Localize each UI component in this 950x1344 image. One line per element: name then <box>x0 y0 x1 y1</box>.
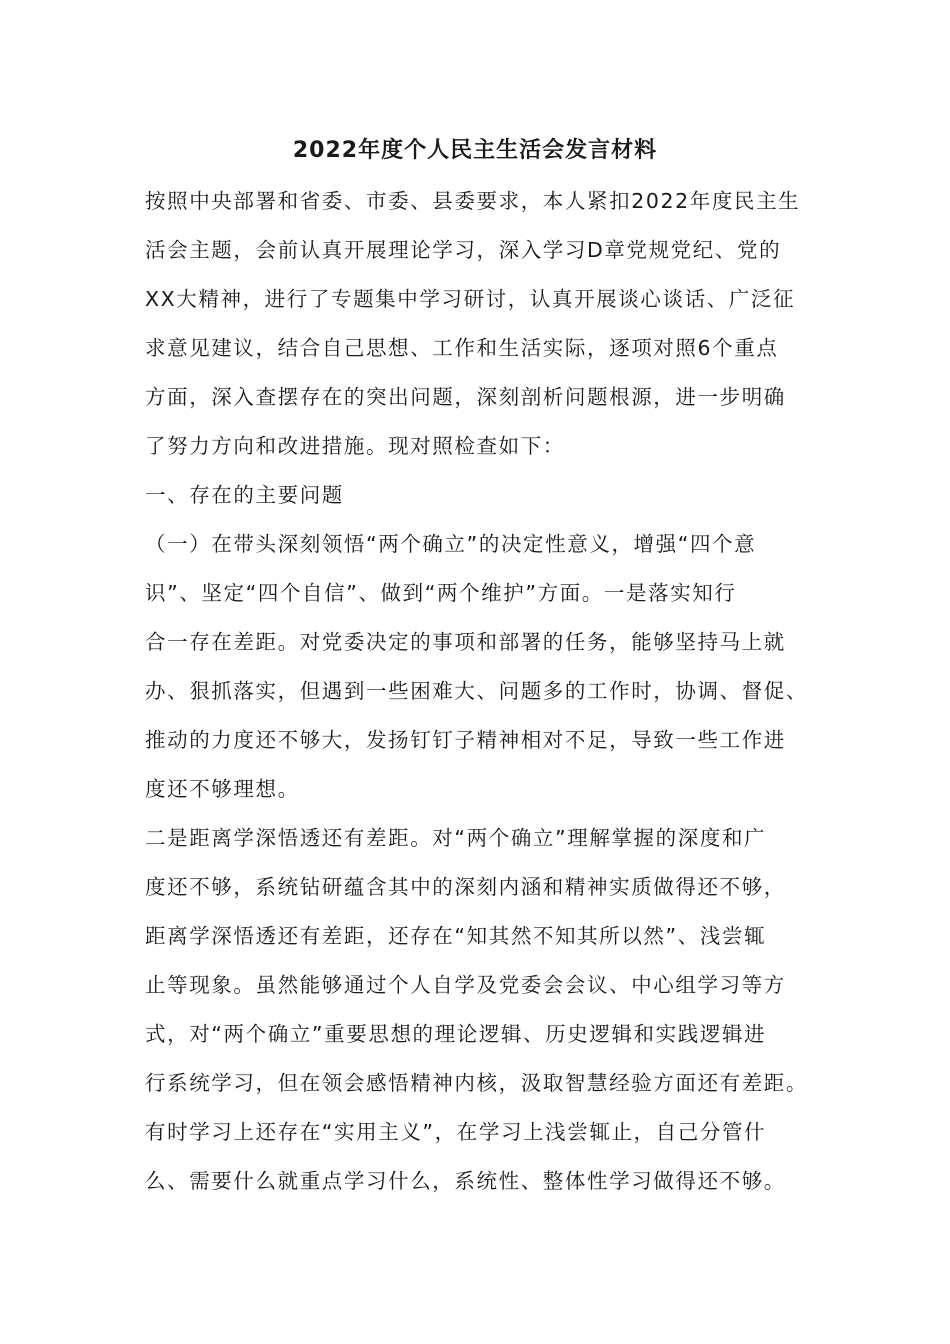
intro-line: 求意见建议，结合自己思想、工作和生活实际，逐项对照6个重点 <box>145 336 779 360</box>
intro-line: XX大精神，进行了专题集中学习研讨，认真开展谈心谈话、广泛征 <box>145 287 796 311</box>
point-1-paragraph <box>145 520 835 814</box>
point-2-line: 二是距离学深悟透还有差距。对“两个确立”理解掌握的深度和广 <box>145 826 767 850</box>
intro-line: 活会主题，会前认真开展理论学习，深入学习D章党规党纪、党的 <box>145 238 782 262</box>
point-1-line: 推动的力度还不够大，发扬钉钉子精神相对不足，导致一些工作进 <box>145 728 786 752</box>
intro-line: 方面，深入查摆存在的突出问题，深刻剖析问题根源，进一步明确 <box>145 385 786 409</box>
point-1-line: 办、狠抓落实，但遇到一些困难大、问题多的工作时，协调、督促、 <box>145 679 808 703</box>
point-1-line: 度还不够理想。 <box>145 777 300 801</box>
intro-paragraph <box>145 177 835 471</box>
point-2-paragraph <box>145 814 835 1206</box>
point-1-line: 识”、坚定“四个自信”、做到“两个维护”方面。一是落实知行 <box>145 581 737 605</box>
point-1-line: 合一存在差距。对党委决定的事项和部署的任务，能够坚持马上就 <box>145 630 786 654</box>
point-2-line: 么、需要什么就重点学习什么，系统性、整体性学习做得还不够。 <box>145 1169 786 1193</box>
point-2-line: 距离学深悟透还有差距，还存在“知其然不知其所以然”、浅尝辄 <box>145 924 767 948</box>
intro-line: 按照中央部署和省委、市委、县委要求，本人紧扣2022年度民主生 <box>145 189 801 213</box>
intro-line: 了努力方向和改进措施。现对照检查如下： <box>145 434 565 458</box>
point-2-line: 行系统学习，但在领会感悟精神内核，汲取智慧经验方面还有差距。 <box>145 1071 808 1095</box>
point-2-line: 式，对“两个确立”重要思想的理论逻辑、历史逻辑和实践逻辑进 <box>145 1022 767 1046</box>
section-heading: 一、存在的主要问题 <box>145 483 344 507</box>
point-2-line: 度还不够，系统钻研蕴含其中的深刻内涵和精神实质做得还不够， <box>145 875 786 899</box>
document-title: 2022年度个人民主生活会发言材料 <box>292 138 658 163</box>
point-1-line: （一）在带头深刻领悟“两个确立”的决定性意义，增强“四个意 <box>145 532 757 556</box>
point-2-line: 止等现象。虽然能够通过个人自学及党委会会议、中心组学习等方 <box>145 973 786 997</box>
point-2-line: 有时学习上还存在“实用主义”，在学习上浅尝辄止，自己分管什 <box>145 1120 767 1144</box>
